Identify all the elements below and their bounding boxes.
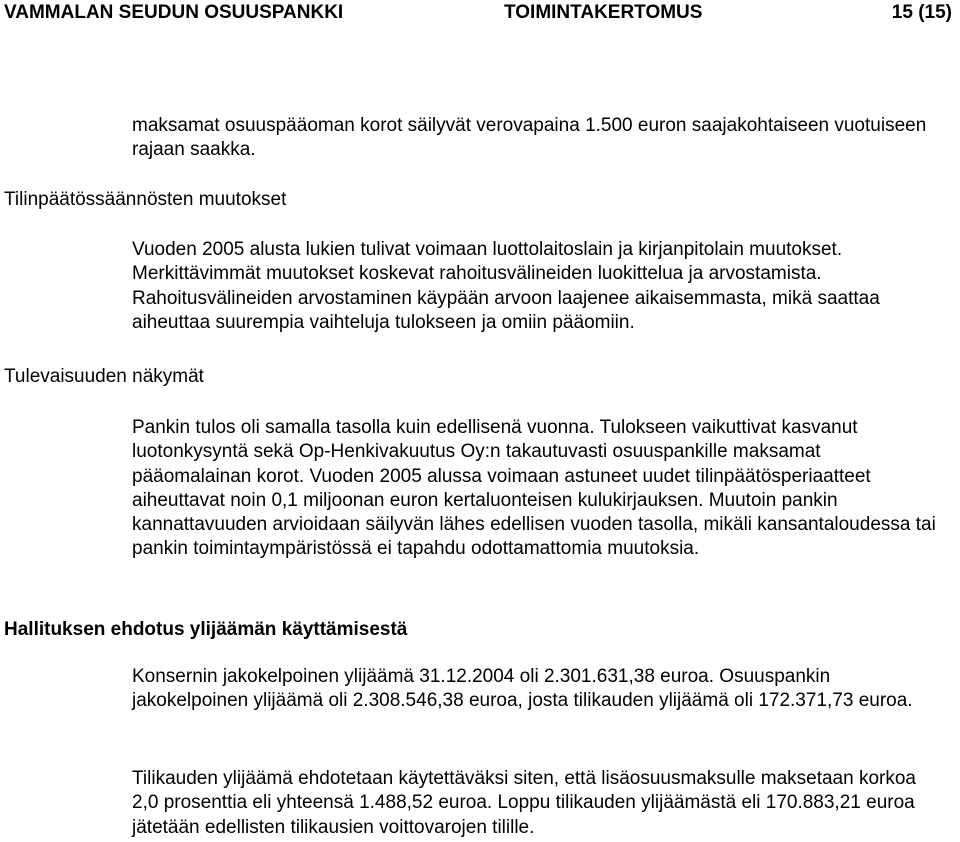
intro-paragraph: maksamat osuuspääoman korot säilyvät verovapaina 1.500 euron saajakohtaiseen vuotuiseen rajaan saakka. xyxy=(132,115,927,161)
profit-proposal-paragraph-1: Konsernin jakokelpoinen ylijäämä 31.12.2004 oli 2.301.631,38 euroa. Osuuspankin jakokelpoinen ylijäämä oli 2.308.546,38 euroa, josta tilikauden ylijäämä oli 172.371,73 euroa. xyxy=(132,666,913,712)
profit-proposal-paragraph-2: Tilikauden ylijäämä ehdotetaan käytettäväksi siten, että lisäosuusmaksulle maksetaan korkoa 2,0 prosenttia eli yhteensä 1.488,52 euroa. Loppu tilikauden ylijäämästä eli 170.883,21 euroa jätetään edellisten tilikausien voittovarojen tilille. xyxy=(132,768,916,838)
section-heading-profit-proposal: Hallituksen ehdotus ylijäämän käyttämisestä xyxy=(4,619,408,640)
page-number: 15 (15) xyxy=(891,2,952,23)
page-header xyxy=(0,0,960,28)
section-heading-outlook: Tulevaisuuden näkymät xyxy=(4,366,204,387)
document-type: TOIMINTAKERTOMUS xyxy=(504,2,703,23)
outlook-paragraph: Pankin tulos oli samalla tasolla kuin edellisenä vuonna. Tulokseen vaikuttivat kasvanut luotonkysyntä sekä Op-Henkivakuutus Oy:n takautuvasti osuuspankille maksamat pääomalainan korot. Vuoden 2005 alussa voimaan astuneet uudet tilinpäätösperiaatteet aiheuttavat noin 0,1 miljoonan euron kertaluonteisen kulukirjauksen. Muutoin pankin kannattavuuden arvioidaan säilyvän lähes edellisen vuoden tasolla, mikäli kansantaloudessa tai pankin toimintaympäristössä ei tapahdu odottamattomia muutoksia. xyxy=(132,417,936,560)
company-name: VAMMALAN SEUDUN OSUUSPANKKI xyxy=(4,2,344,23)
section-heading-accounting-changes: Tilinpäätössäännösten muutokset xyxy=(4,189,287,210)
accounting-changes-paragraph: Vuoden 2005 alusta lukien tulivat voimaan luottolaitoslain ja kirjanpitolain muutokset. Merkittävimmät muutokset koskevat rahoitusvälineiden luokittelua ja arvostamista. Rahoitusvälineiden arvostaminen käypään arvoon laajenee aikaisemmasta, mikä saattaa aiheuttaa suurempia vaihteluja tulokseen ja omiin pääomiin. xyxy=(132,239,880,333)
